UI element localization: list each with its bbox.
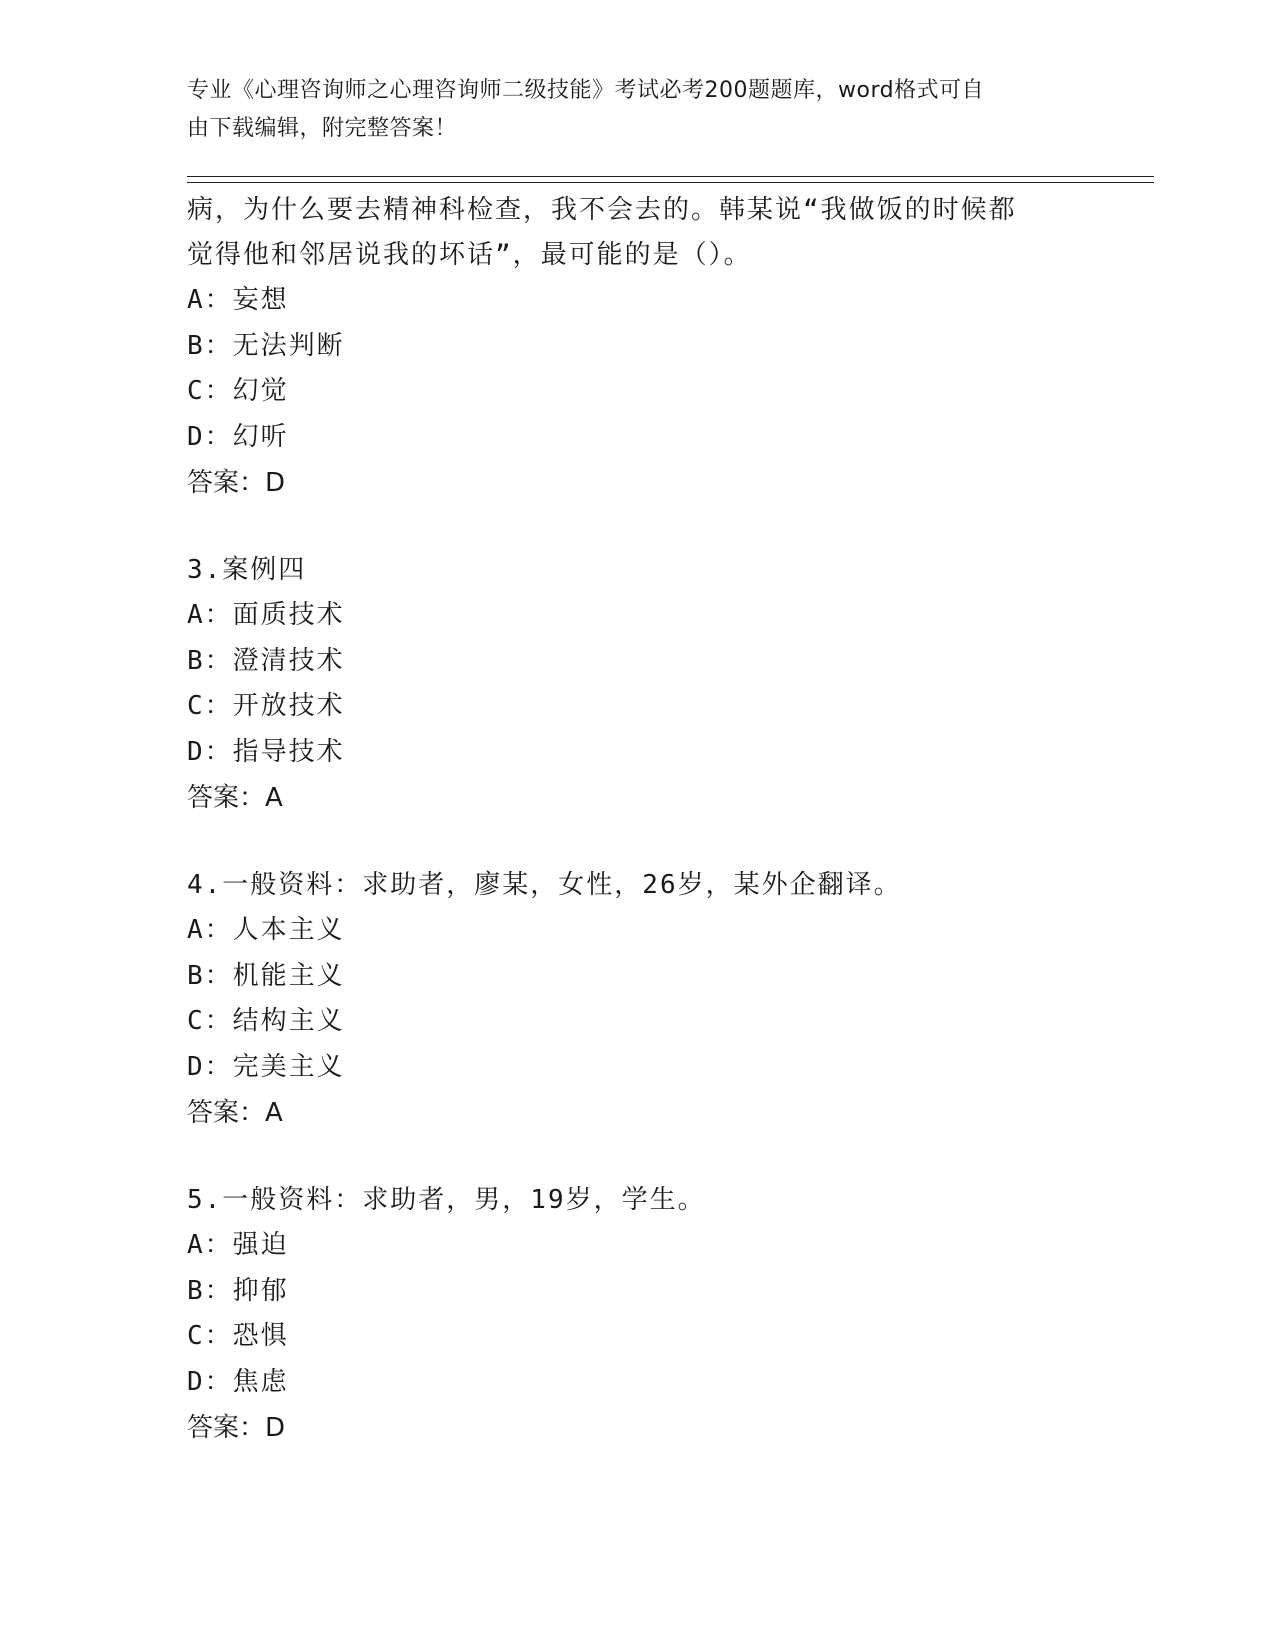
question-stem-line: 觉得他和邻居说我的坏话”，最可能的是（）。 [187,240,752,270]
option-c: C：恐惧 [187,1321,289,1351]
question-stem-line: 病，为什么要去精神科检查，我不会去的。韩某说“我做饭的时候都 [187,195,1017,225]
option-b: B：抑郁 [187,1275,289,1306]
option-c: C：结构主义 [187,1006,345,1036]
option-b: B：无法判断 [187,330,345,361]
option-d: D：完美主义 [187,1051,345,1082]
answer-line: 答案：D [187,1413,286,1443]
question-block-3 [187,548,1087,821]
question-title: 4.一般资料：求助者，廖某，女性，26岁，某外企翻译。 [187,870,902,900]
question-gap [187,1136,1087,1178]
answer-line: 答案：D [187,468,286,498]
option-d: D：焦虑 [187,1366,289,1397]
option-a: A：妄想 [187,285,289,315]
option-d: D：幻听 [187,421,289,452]
header-divider-bottom [187,182,1154,183]
header-title-line-1: 专业《心理咨询师之心理咨询师二级技能》考试必考200题题库，word格式可自 [187,78,985,103]
option-a: A：强迫 [187,1230,289,1260]
header-title-line-2: 由下载编辑，附完整答案！ [187,116,458,141]
answer-line: 答案：A [187,783,283,813]
question-block-4 [187,863,1087,1136]
option-b: B：澄清技术 [187,645,345,676]
question-gap [187,506,1087,548]
option-b: B：机能主义 [187,960,345,991]
question-gap [187,821,1087,863]
option-a: A：面质技术 [187,600,345,630]
question-title: 3.案例四 [187,555,307,585]
option-c: C：幻觉 [187,376,289,406]
document-header [187,72,1067,148]
header-divider-top [187,176,1154,177]
question-list [187,188,1087,1451]
option-a: A：人本主义 [187,915,345,945]
question-title: 5.一般资料：求助者，男，19岁，学生。 [187,1185,706,1215]
option-d: D：指导技术 [187,736,345,767]
answer-line: 答案：A [187,1098,283,1128]
option-c: C：开放技术 [187,691,345,721]
question-block-5 [187,1178,1087,1451]
question-block-2 [187,188,1087,506]
